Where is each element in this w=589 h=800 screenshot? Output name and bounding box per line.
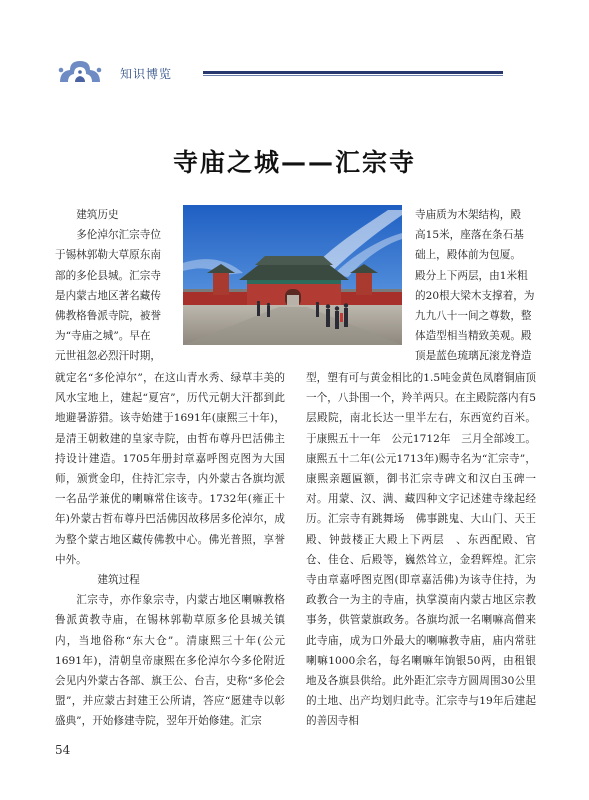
text-line: 础上，殿体前为包厦。: [415, 249, 521, 262]
subheading-process: 建筑过程: [97, 574, 140, 587]
subheading-history: 建筑历史: [76, 209, 119, 221]
paragraph: 就定名“多伦淖尔”，在这山青水秀、绿草丰美的风水宝地上，建起“夏宫”，历代元朝大汗都到此地避暑游猎。该寺始建于1691年(康熙三十年)，是清王朝敕建的皇家寺院，由哲布尊丹巴活佛主持设计建造。1705年册封章嘉呼图克图为大国师，颁赏金印，住持汇宗寺，内外蒙古各旗均派一名品学兼优的喇嘛常住该寺。1732年(雍正十年)外蒙古哲布尊丹巴活佛因故移居多伦淖尔，成为整个蒙古地区藏传佛教中心。佛光普照，享誉中外。: [55, 372, 285, 566]
text-line: 寺庙质为木架结构，殿: [415, 209, 521, 221]
left-top-column: [55, 205, 170, 367]
text-line: 顶是蓝色琉璃瓦滚龙脊造: [415, 350, 532, 363]
right-main-column: [306, 368, 536, 732]
header-rule-thin: [203, 75, 503, 76]
text-line: 佛教格鲁派寺院，被誉: [55, 310, 161, 323]
text-line: 的20根大梁木支撑着，为: [415, 289, 535, 302]
text-line: 九九八十一间之尊数，整: [415, 310, 532, 323]
paragraph: 型，塑有可与黄金相比的1.5吨金黄色凤磨铜庙顶一个，八卦围一个，羚羊两只。在主殿院落内有5层殿院，南北长达一里半左右，东西宽约百米。于康熙五十一年 公元1712年 三月全部竣工。康熙五十二年(公元1713年)赐寺名为“汇宗寺”，康熙亲题匾额，御书汇宗寺碑文和汉白玉碑一对。用蒙、汉、满、藏四种文字记述建寺缘起经历。汇宗寺有跳舞场 佛事跳鬼、大山门、天王殿、钟鼓楼正大殿上下两层 、东西配殿、官仓、佳仓、后殿等，巍然耸立，金碧辉煌。汇宗寺由章嘉呼图克图(即章嘉活佛)为该寺住持，为政教合一为主的寺庙，执掌漠南内蒙古地区宗教事务，供管蒙旗政务。各旗均派一名喇嘛高僧来此寺庙，成为口外最大的喇嘛教寺庙，庙内常驻喇嘛1000余名，每名喇嘛年饷银50两，由租银地及各旗县供给。此外距汇宗寺方圆周围30公里的土地、出产均划归此寺。汇宗寺与19年后建起的善因寺相: [306, 372, 536, 728]
text-line: 多伦淖尔汇宗寺位: [76, 229, 161, 242]
paragraph: 汇宗寺，亦作象宗寺，内蒙古地区喇嘛教格鲁派黄教寺庙，在锡林郭勒草原多伦县城关镇内，当地俗称“东大仓”。清康熙三十年(公元1691年)，清朝皇帝康熙在多伦淖尔今多伦附近会见内外蒙古各部、旗王公、台吉，史称“多伦会盟”，并应蒙古封建王公所请，答应“愿建寺以彰盛典”，开始修建寺院，翌年开始修建。汇宗: [55, 594, 285, 728]
left-main-column: [55, 368, 285, 732]
text-line: 殿分上下两层，由1米粗: [415, 269, 528, 282]
text-line: 体造型相当精致美观。殿: [415, 330, 532, 343]
article-title: 寺庙之城——汇宗寺: [172, 148, 416, 177]
text-line: 元世祖忽必烈汗时期，: [55, 350, 161, 363]
page-header: [0, 50, 589, 90]
text-line: 于锡林郭勒大草原东南: [55, 249, 161, 262]
right-top-column: [415, 205, 535, 367]
text-line: 为“寺庙之城”。早在: [55, 330, 151, 343]
section-label: 知识博览: [120, 67, 173, 81]
temple-photo: [183, 205, 402, 345]
page-number: 54: [55, 743, 71, 757]
header-rule: [203, 71, 503, 74]
text-line: 是内蒙古地区著名藏传: [55, 289, 161, 302]
cloud-ornament-icon: [56, 58, 104, 84]
text-line: 高15米，座落在条石基: [415, 229, 524, 242]
text-line: 部的多伦县城。汇宗寺: [55, 269, 161, 282]
